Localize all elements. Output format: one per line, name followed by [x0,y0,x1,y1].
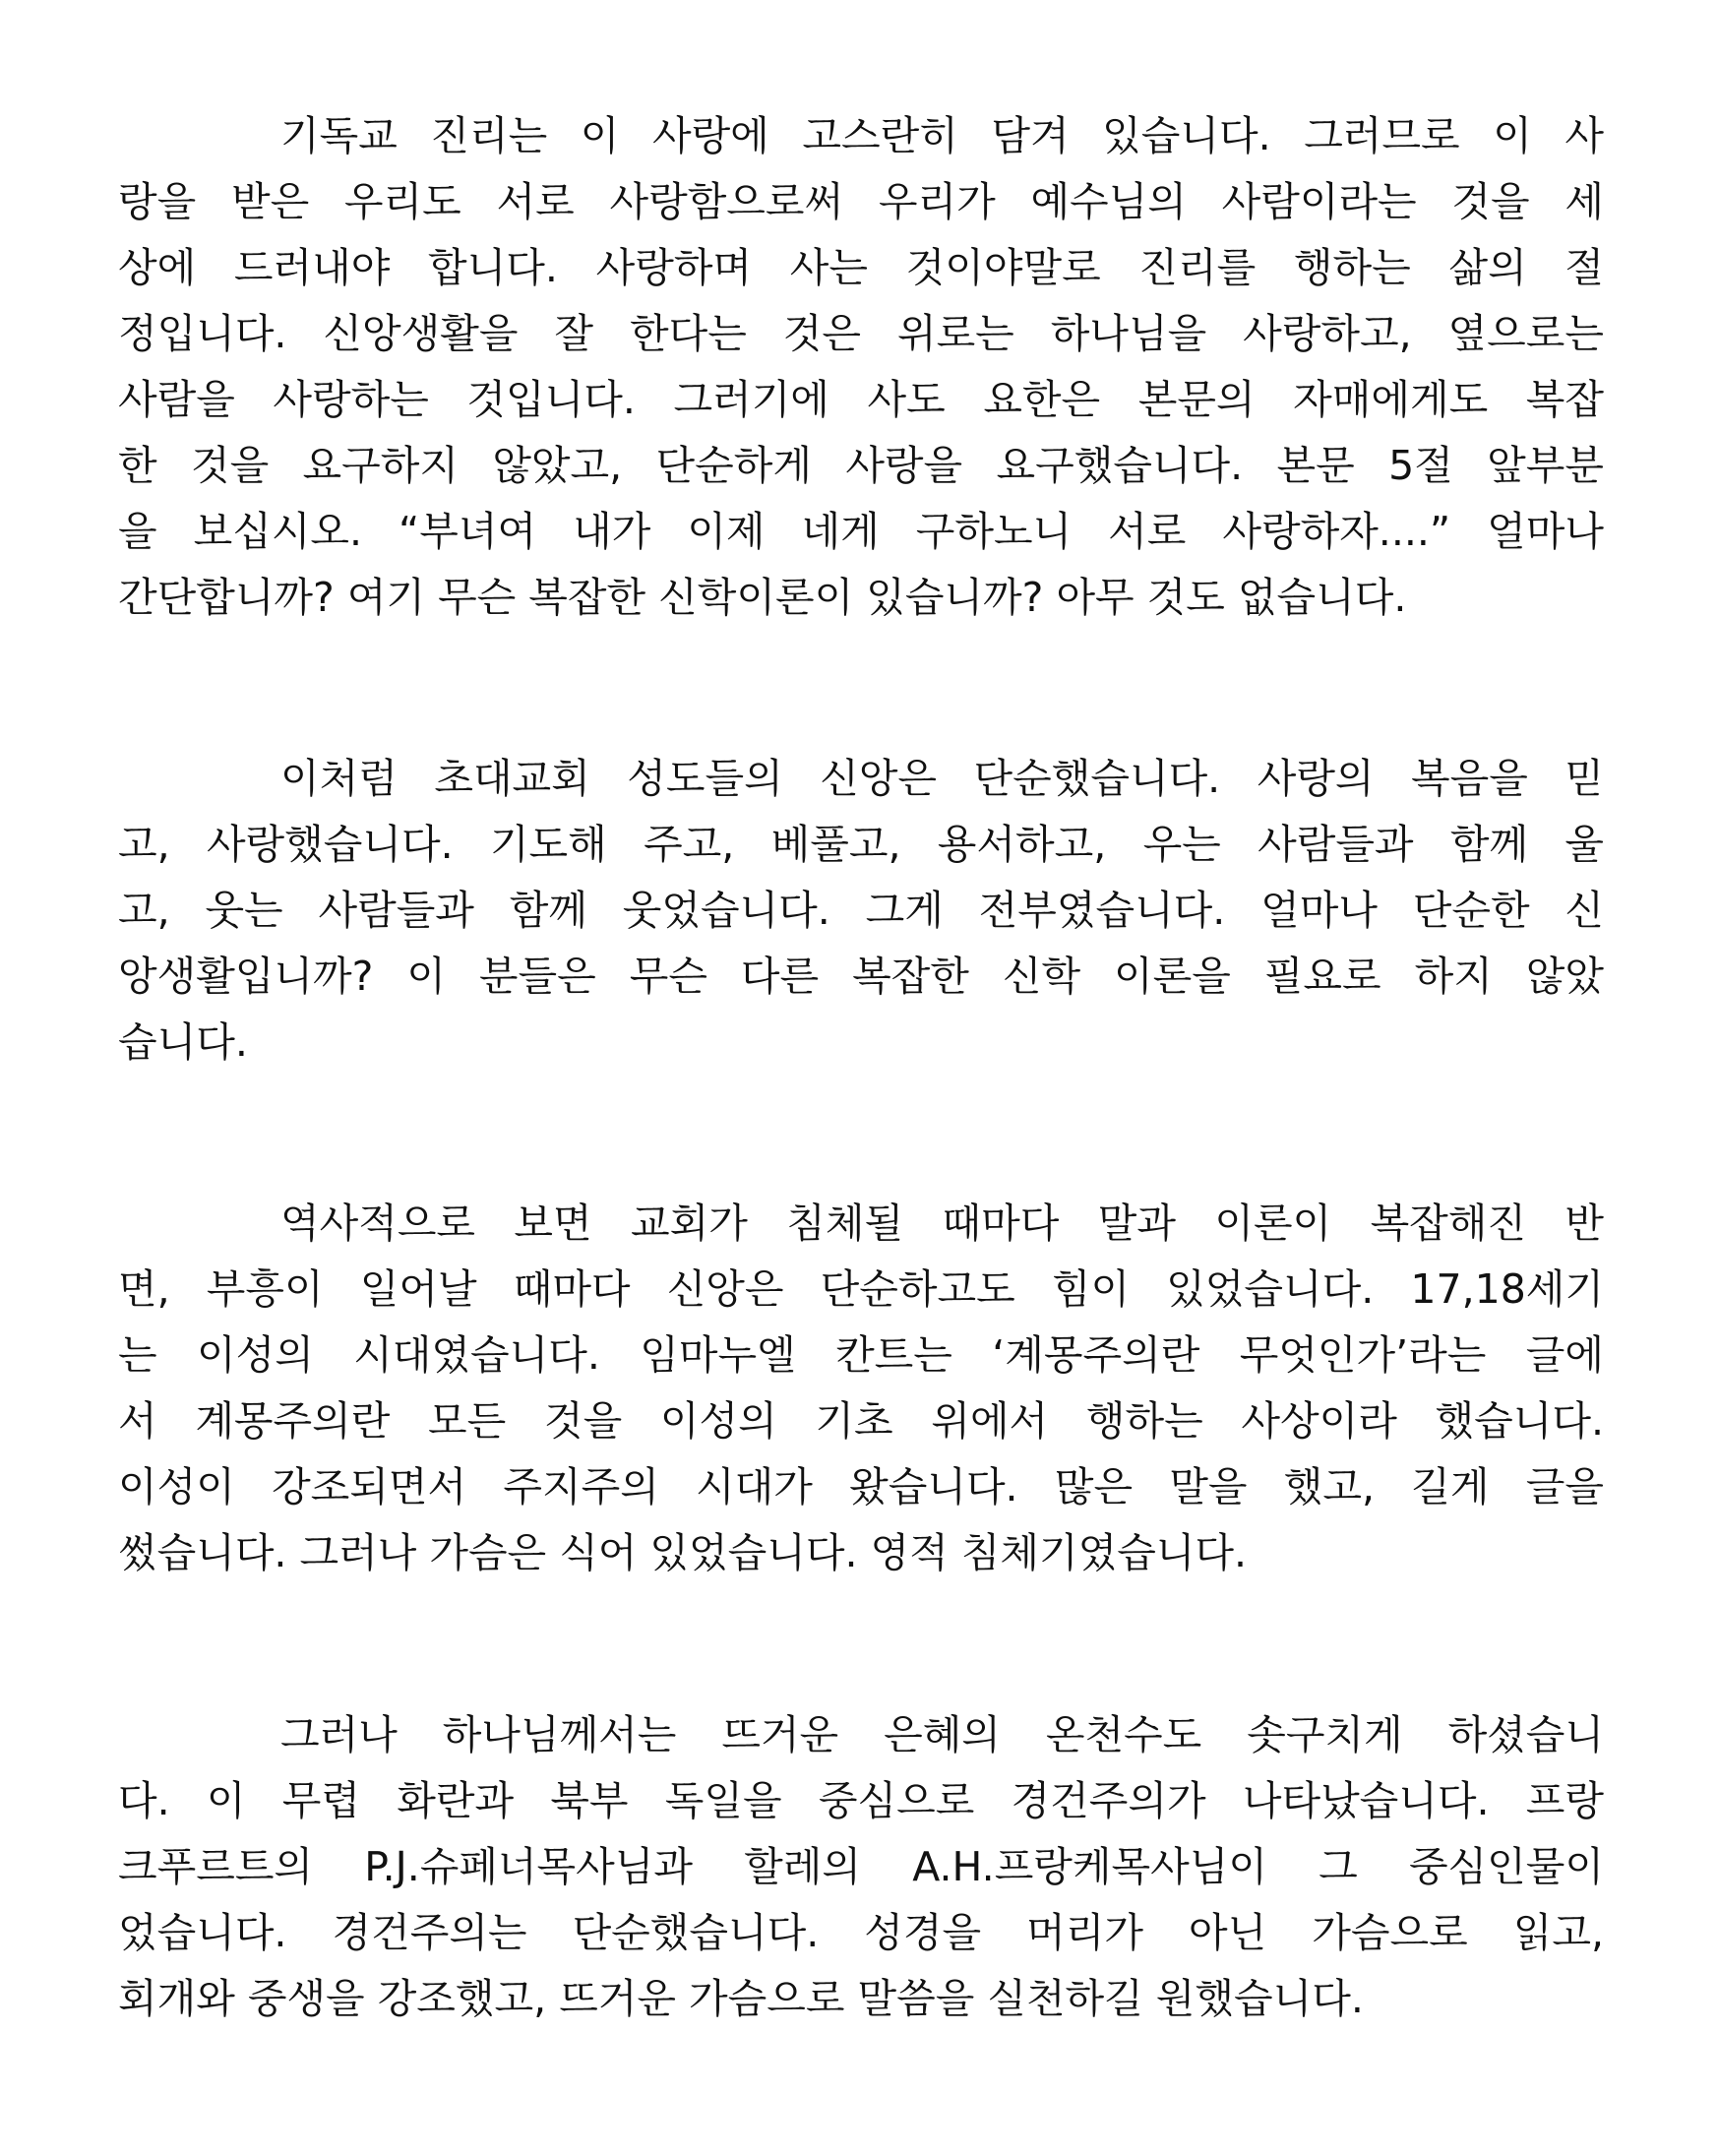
text-line: 고, 웃는 사람들과 함께 웃었습니다. 그게 전부였습니다. 얼마나 단순한 신 [118,887,1604,934]
text-line: 간단합니까? 여기 무슨 복잡한 신학이론이 있습니까? 아무 것도 없습니다. [118,574,1407,621]
text-line: 상에 드러내야 합니다. 사랑하며 사는 것이야말로 진리를 행하는 삶의 절 [118,244,1604,291]
text-line: 회개와 중생을 강조했고, 뜨거운 가슴으로 말씀을 실천하길 원했습니다. [118,1975,1364,2022]
text-line: 사람을 사랑하는 것입니다. 그러기에 사도 요한은 본문의 자매에게도 복잡 [118,376,1604,423]
paragraph-3 [118,1191,1604,1586]
text-line: 는 이성의 시대였습니다. 임마누엘 칸트는 ‘계몽주의란 무엇인가’라는 글에 [118,1331,1604,1379]
text-line: 정입니다. 신앙생활을 잘 한다는 것은 위로는 하나님을 사랑하고, 옆으로는 [118,310,1604,357]
text-line: 썼습니다. 그러나 가슴은 식어 있었습니다. 영적 침체기였습니다. [118,1529,1248,1576]
text-line: 고, 사랑했습니다. 기도해 주고, 베풀고, 용서하고, 우는 사람들과 함께 울 [118,821,1604,868]
text-line: 이처럼 초대교회 성도들의 신앙은 단순했습니다. 사랑의 복음을 믿 [280,755,1604,802]
paragraph-2 [118,746,1604,1076]
text-line: 을 보십시오. “부녀여 내가 이제 네게 구하노니 서로 사랑하자....” 얼마나 [118,508,1604,555]
text-line: 서 계몽주의란 모든 것을 이성의 기초 위에서 행하는 사상이라 했습니다. [118,1397,1604,1445]
text-line: 한 것을 요구하지 않았고, 단순하게 사랑을 요구했습니다. 본문 5절 앞부분 [118,442,1604,489]
text-line: 다. 이 무렵 화란과 북부 독일을 중심으로 경건주의가 나타났습니다. 프랑 [118,1777,1604,1824]
paragraph-4 [118,1702,1604,2032]
text-line: 면, 부흥이 일어날 때마다 신앙은 단순하고도 힘이 있었습니다. 17,18세기 [118,1265,1604,1313]
text-line: 었습니다. 경건주의는 단순했습니다. 성경을 머리가 아닌 가슴으로 읽고, [118,1909,1604,1956]
text-line: 이성이 강조되면서 주지주의 시대가 왔습니다. 많은 말을 했고, 길게 글을 [118,1463,1604,1510]
text-line: 습니다. [118,1018,248,1066]
text-line: 랑을 받은 우리도 서로 사랑함으로써 우리가 예수님의 사람이라는 것을 세 [118,178,1604,225]
text-line: 크푸르트의 P.J.슈페너목사님과 할레의 A.H.프랑케목사님이 그 중심인물이 [118,1843,1604,1890]
text-line: 그러나 하나님께서는 뜨거운 은혜의 온천수도 솟구치게 하셨습니 [280,1711,1604,1758]
paragraph-1 [118,103,1604,631]
text-line: 앙생활입니까? 이 분들은 무슨 다른 복잡한 신학 이론을 필요로 하지 않았 [118,953,1604,1000]
text-line: 기독교 진리는 이 사랑에 고스란히 담겨 있습니다. 그러므로 이 사 [280,112,1604,159]
text-line: 역사적으로 보면 교회가 침체될 때마다 말과 이론이 복잡해진 반 [280,1200,1604,1247]
